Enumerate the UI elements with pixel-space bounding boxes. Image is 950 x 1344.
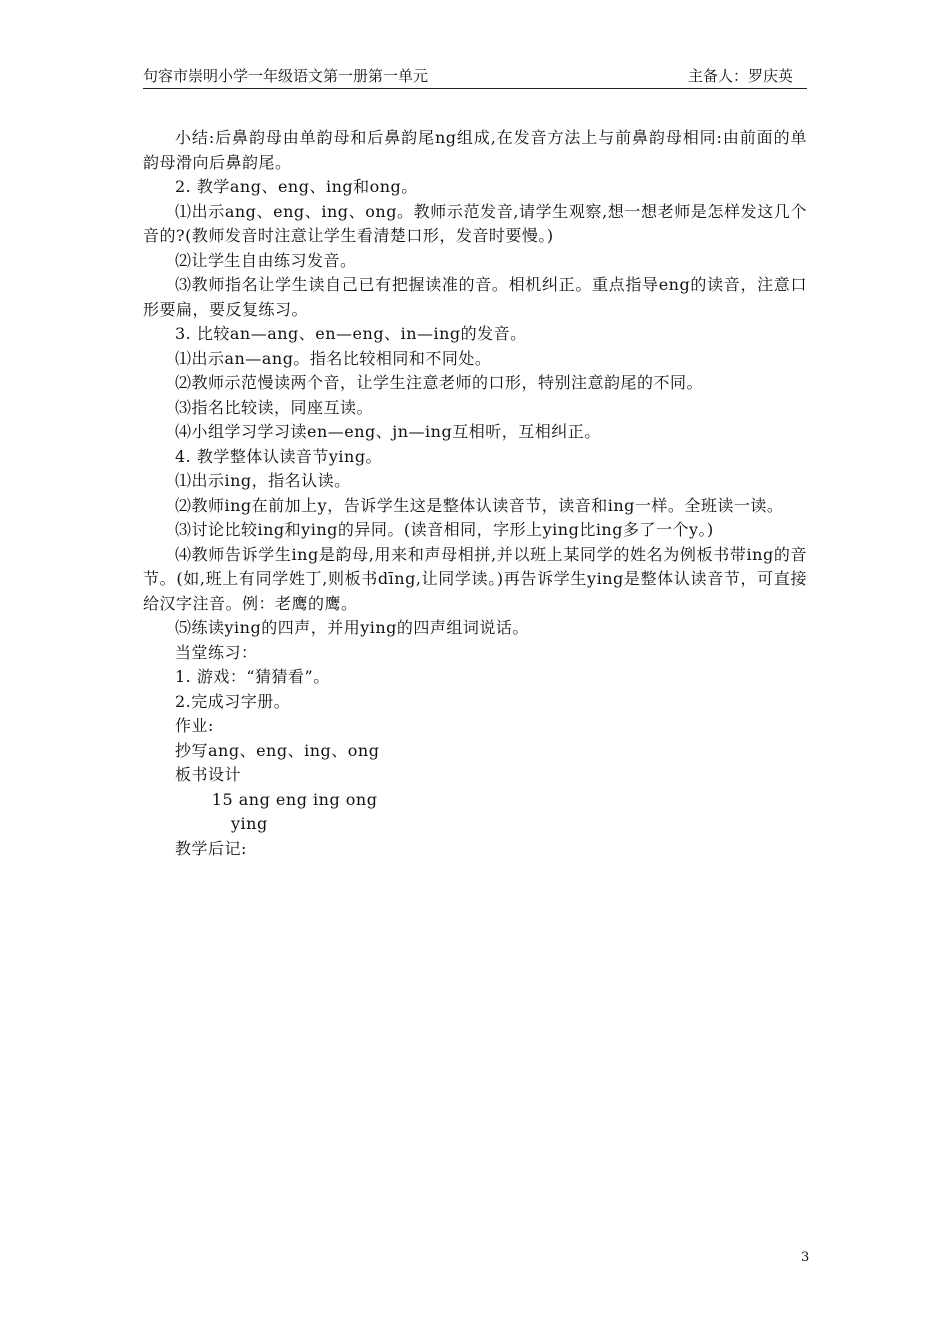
section-heading: 教学后记: xyxy=(175,838,247,858)
step-paragraph: ⑴出示ang、eng、ing、ong。教师示范发音,请学生观察,想一想老师是怎样发这几个音的?(教师发音时注意让学生看清楚口形，发音时要慢。) xyxy=(143,201,807,245)
exercise-item: 1. 游戏：“猜猜看”。 xyxy=(175,667,330,686)
step-paragraph: ⑷小组学习学习读en—eng、jn—ing互相听，互相纠正。 xyxy=(175,422,601,441)
header-title: 句容市崇明小学一年级语文第一册第一单元 xyxy=(143,67,429,85)
homework-item: 抄写ang、eng、ing、ong xyxy=(175,740,380,760)
page-number: 3 xyxy=(801,1250,810,1265)
step-paragraph: ⑸练读ying的四声，并用ying的四声组词说话。 xyxy=(175,618,529,637)
step-paragraph: ⑵教师ing在前加上y，告诉学生这是整体认读音节，读音和ing一样。全班读一读。 xyxy=(175,495,784,515)
section-heading: 板书设计 xyxy=(175,765,242,784)
step-paragraph: ⑵让学生自由练习发音。 xyxy=(175,250,357,270)
step-paragraph: ⑶指名比较读，同座互读。 xyxy=(175,397,374,417)
section-heading: 3. 比较an—ang、en—eng、in—ing的发音。 xyxy=(175,324,527,343)
blackboard-line: 15 ang eng ing ong xyxy=(211,789,378,809)
section-heading: 作业: xyxy=(175,716,214,735)
summary-paragraph: 小结:后鼻韵母由单韵母和后鼻韵尾ng组成,在发音方法上与前鼻韵母相同:由前面的单韵母滑向后鼻韵尾。 xyxy=(143,128,807,172)
step-paragraph: ⑴出示ing，指名认读。 xyxy=(175,471,351,490)
page-header xyxy=(143,64,807,89)
exercise-item: 2.完成习字册。 xyxy=(175,691,291,711)
step-paragraph: ⑶教师指名让学生读自己已有把握读准的音。相机纠正。重点指导eng的读音，注意口形要扁，要反复练习。 xyxy=(143,275,807,319)
header-author: 主备人：罗庆英 xyxy=(687,67,793,85)
section-heading: 当堂练习： xyxy=(175,642,258,662)
section-heading: 4. 教学整体认读音节ying。 xyxy=(175,446,383,466)
blackboard-line: ying xyxy=(231,814,268,833)
step-paragraph: ⑷教师告诉学生ing是韵母,用来和声母相拼,并以班上某同学的姓名为例板书带ing的音节。(如,班上有同学姓丁,则板书dīng,让同学读。)再告诉学生ying是整体认读音节，可直接给汉字注音。例：老鹰的鹰。 xyxy=(143,544,807,613)
section-heading: 2. 教学ang、eng、ing和ong。 xyxy=(175,177,418,196)
step-paragraph: ⑵教师示范慢读两个音，让学生注意老师的口形，特别注意韵尾的不同。 xyxy=(175,373,704,392)
step-paragraph: ⑴出示an—ang。指名比较相同和不同处。 xyxy=(175,348,492,368)
lesson-plan-body xyxy=(143,126,807,861)
step-paragraph: ⑶讨论比较ing和ying的异同。(读音相同，字形上ying比ing多了一个y。) xyxy=(175,520,714,539)
